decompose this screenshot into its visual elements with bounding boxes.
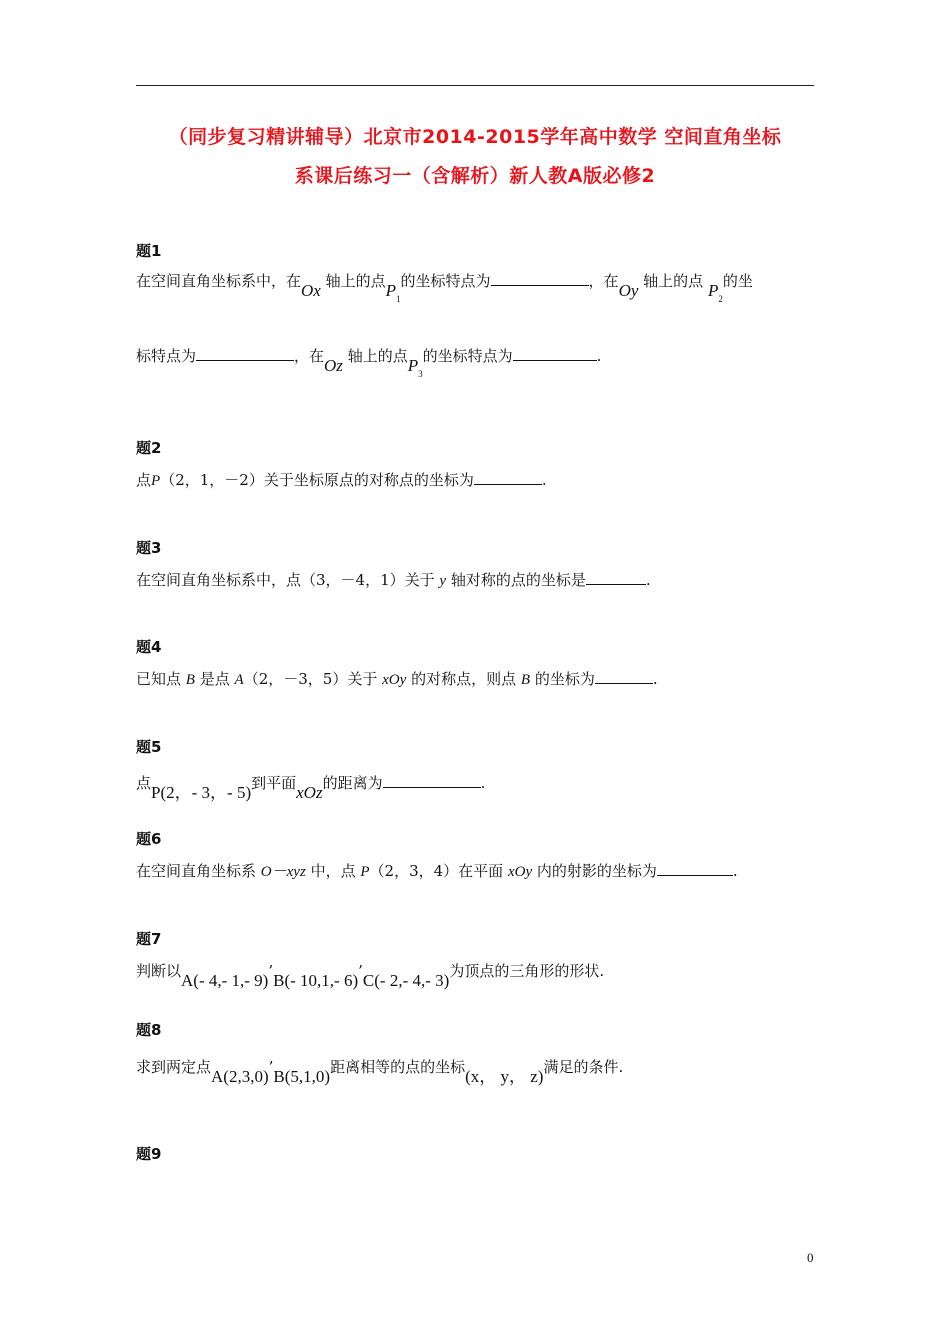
q5-plane: xOz — [296, 783, 323, 802]
question-1-line2: 标特点为 ，在Oz 轴上的点$P_3$的坐标特点为 . — [136, 347, 602, 379]
q1-text-c: 的坐标特点为 — [400, 272, 491, 290]
question-4-heading: 题4 — [136, 638, 162, 656]
q7-point-b: B(- 10,1,- 6) — [273, 971, 359, 990]
question-3-heading: 题3 — [136, 539, 162, 557]
q1-answer-blank-3[interactable] — [513, 346, 597, 361]
q1-axis-oz: Oz — [324, 356, 343, 375]
question-6-text: 在空间直角坐标系 O－xyz 中，点 P（2，3，4）在平面 xOy 内的射影的坐标为 . — [136, 862, 738, 880]
document-title-line1: （同步复习精讲辅导）北京市2014-2015学年高中数学 空间直角坐标 — [168, 126, 782, 148]
q8-point-a: A(2,3,0) — [211, 1067, 269, 1086]
header-rule — [136, 85, 814, 86]
q5-point: P(2，- 3，- 5) — [151, 783, 252, 802]
q1-point-p3: $P_3$ — [407, 356, 423, 379]
q1-text-j: 的坐标特点为 — [422, 347, 513, 365]
q8-point-b: B(5,1,0) — [273, 1067, 331, 1086]
q1-text-h: ，在 — [294, 347, 325, 365]
q1-text-e: 轴上的点 — [643, 272, 704, 290]
question-4-text: 已知点 B 是点 A（2，－3，5）关于 xOy 的对称点，则点 B 的坐标为 . — [136, 670, 658, 688]
q4-answer-blank[interactable] — [595, 669, 653, 684]
question-5-heading: 题5 — [136, 738, 162, 756]
question-2-text: 点P（2，1，－2）关于坐标原点的对称点的坐标为 . — [136, 471, 547, 489]
question-3-text: 在空间直角坐标系中，点（3，－4，1）关于 y 轴对称的点的坐标是 . — [136, 571, 651, 589]
question-1-line1 — [136, 270, 753, 304]
q1-point-p1: $P_1$ — [385, 281, 401, 304]
question-1-heading: 题1 — [136, 242, 162, 260]
question-9-heading: 题9 — [136, 1145, 162, 1163]
q1-text-i: 轴上的点 — [347, 347, 408, 365]
document-title-line2: 系课后练习一（含解析）新人教A版必修2 — [294, 165, 656, 187]
q1-point-p2: $P_2$ — [707, 281, 723, 304]
q1-answer-blank-2[interactable] — [196, 346, 294, 361]
q7-point-c: C(- 2,- 4,- 3) — [362, 971, 450, 990]
question-5-text: 点P(2，- 3，- 5)到平面xOz的距离为 . — [136, 774, 486, 802]
q2-answer-blank[interactable] — [474, 470, 542, 485]
q5-answer-blank[interactable] — [383, 773, 481, 788]
q1-axis-ox: Ox — [301, 281, 321, 300]
q1-text-a: 在空间直角坐标系中，在 — [136, 272, 302, 290]
question-8-text: 求到两定点A(2,3,0)’B(5,1,0)距离相等的点的坐标(x， y， z)满足的条件. — [136, 1058, 624, 1086]
q1-text-g: 标特点为 — [136, 347, 197, 365]
page-number: 0 — [807, 1250, 814, 1265]
q6-answer-blank[interactable] — [657, 861, 733, 876]
question-6-heading: 题6 — [136, 830, 162, 848]
q1-answer-blank-1[interactable] — [491, 271, 589, 286]
q1-text-b: 轴上的点 — [325, 272, 386, 290]
q1-text-f: 的坐 — [722, 272, 753, 290]
q1-text-d: ，在 — [588, 272, 619, 290]
question-7-text: 判断以A(- 4,- 1,- 9)’B(- 10,1,- 6)’C(- 2,- 4,- 3)为顶点的三角形的形状. — [136, 962, 605, 990]
q7-point-a: A(- 4,- 1,- 9) — [181, 971, 269, 990]
question-7-heading: 题7 — [136, 930, 162, 948]
question-2-heading: 题2 — [136, 439, 162, 457]
q8-coordinate: (x， y， z) — [465, 1067, 544, 1086]
question-8-heading: 题8 — [136, 1021, 162, 1039]
q3-answer-blank[interactable] — [586, 570, 646, 585]
q1-axis-oy: Oy — [618, 281, 639, 300]
